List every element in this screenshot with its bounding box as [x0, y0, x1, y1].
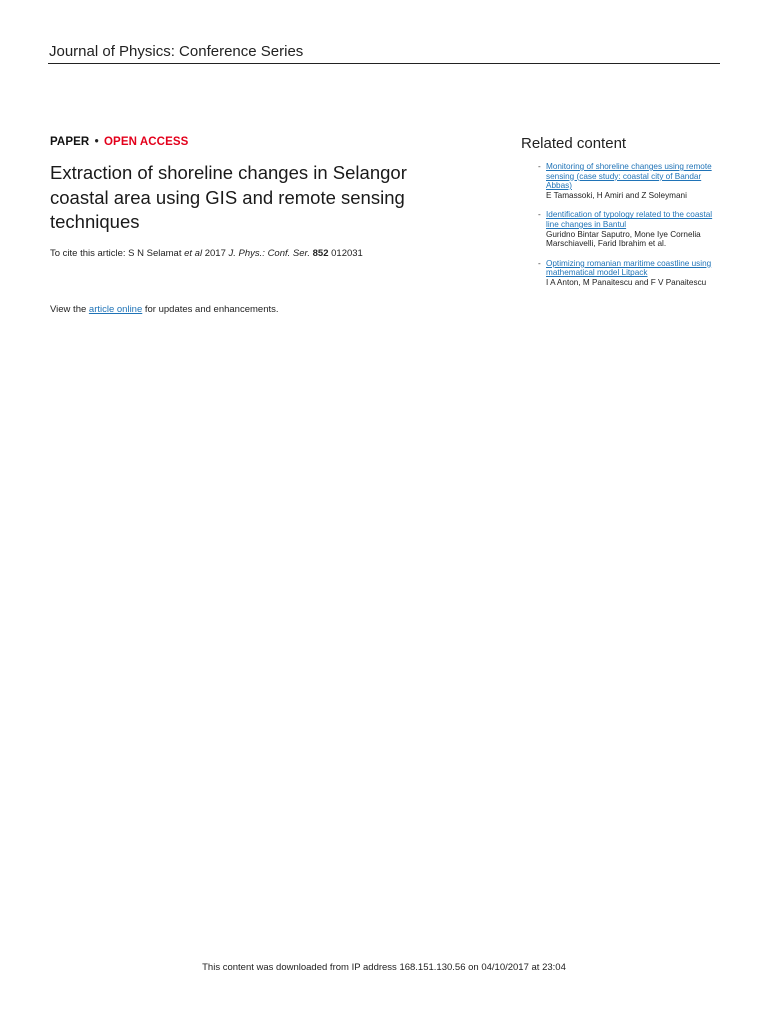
list-dash: -: [538, 258, 541, 268]
related-link-1[interactable]: Monitoring of shoreline changes using remote sensing (case study: coastal city of Bandar Abbas): [546, 162, 712, 191]
related-authors-1: E Tamassoki, H Amiri and Z Soleymani: [546, 190, 687, 200]
paper-type-badge: [50, 136, 188, 148]
list-dash: -: [538, 210, 541, 220]
related-authors-2: Guridno Bintar Saputro, Mone Iye Cornelia Marschiavelli, Farid Ibrahim et al.: [546, 229, 701, 249]
citation-etal: et al: [184, 248, 203, 259]
view-suffix: for updates and enhancements.: [142, 304, 279, 315]
citation-journal: J. Phys.: Conf. Ser.: [228, 248, 310, 259]
header-rule: [48, 63, 720, 64]
download-notice: This content was downloaded from IP address 168.151.130.56 on 04/10/2017 at 23:04: [202, 962, 566, 973]
separator-dot: •: [94, 136, 99, 148]
citation-line: [50, 248, 363, 259]
related-link-3[interactable]: Optimizing romanian maritime coastline using mathematical model Litpack: [546, 258, 712, 278]
related-item: [536, 162, 721, 200]
citation-prefix: To cite this article: S N Selamat: [50, 248, 185, 259]
paper-title: Extraction of shoreline changes in Selangor coastal area using GIS and remote sensing techniques: [50, 162, 407, 232]
paper-label: PAPER: [50, 136, 90, 148]
related-authors-3: I A Anton, M Panaitescu and F V Panaitescu: [546, 277, 707, 287]
view-prefix: View the: [50, 304, 89, 315]
view-online-line: [50, 304, 279, 315]
related-link-2[interactable]: Identification of typology related to the coastal line changes in Bantul: [546, 210, 713, 229]
article-online-link[interactable]: article online: [88, 304, 143, 315]
related-item: [536, 210, 721, 248]
related-content-heading: Related content: [521, 135, 627, 152]
citation-year: 2017: [202, 248, 229, 259]
citation-article-number: 012031: [328, 248, 363, 259]
open-access-label: OPEN ACCESS: [104, 136, 189, 148]
related-content-list: [536, 162, 721, 298]
list-dash: -: [538, 162, 541, 171]
journal-name: Journal of Physics: Conference Series: [49, 43, 304, 60]
citation-volume: 852: [312, 248, 329, 259]
related-item: [536, 259, 721, 288]
